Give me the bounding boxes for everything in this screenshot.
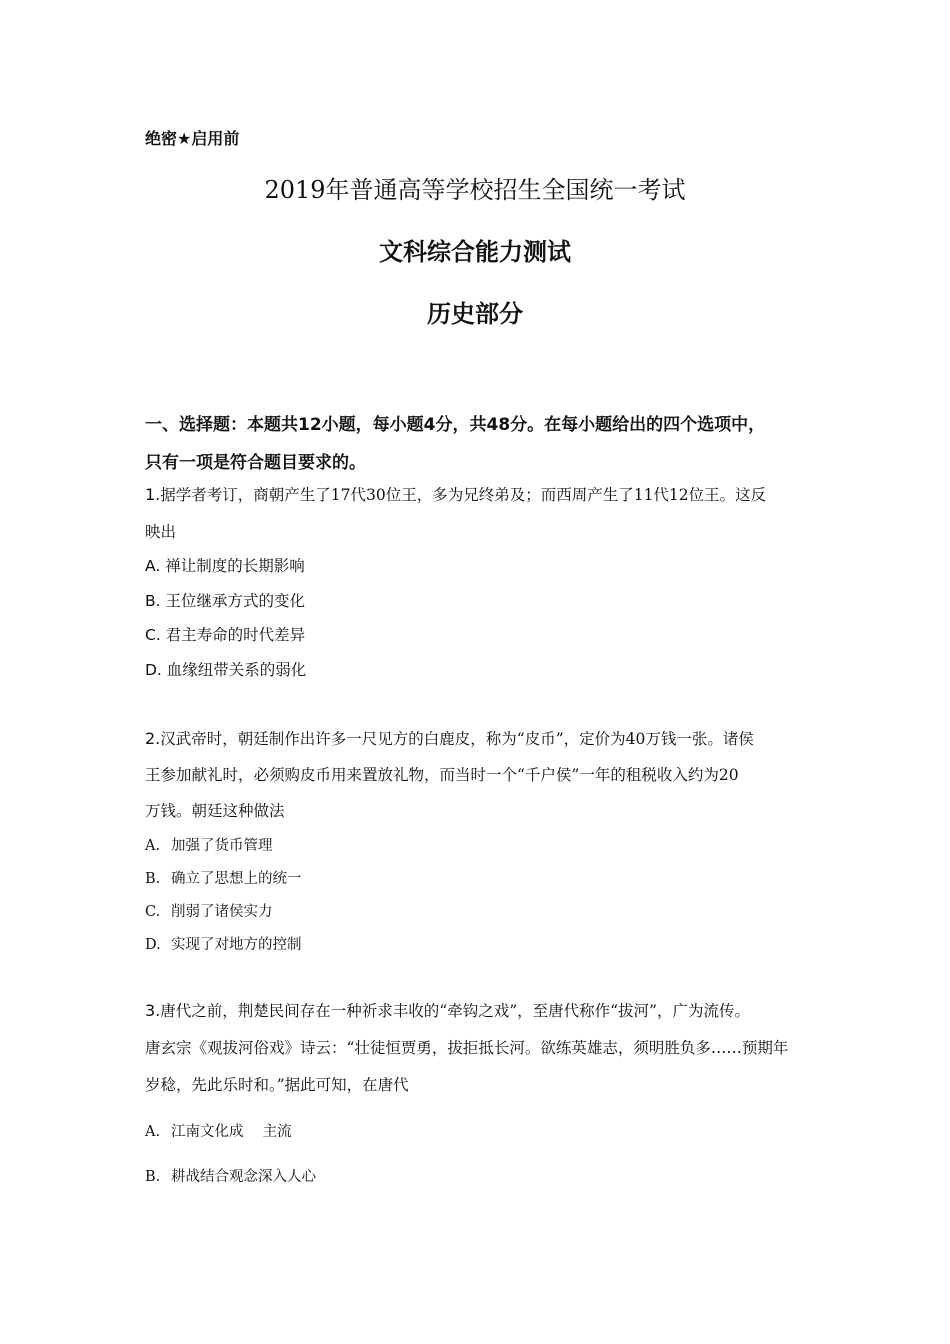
option-text: 实现了对地方的控制 [171,937,302,953]
exam-subtitle: 文科综合能力测试 [379,237,571,266]
question-1-line-2: 映出 [145,523,177,541]
option-text: 禅让制度的长期影响 [160,557,305,575]
question-2-option-a[interactable] [145,834,273,855]
option-text: 加强了货币管理 [171,838,273,854]
question-3-text: 唐代之前，荆楚民间存在一种祈求丰收的“牵钩之戏”，至唐代称作“拔河”，广为流传。 [160,1002,750,1020]
option-label: D. [145,937,161,953]
question-1-number: 1. [145,485,161,504]
question-2-option-d[interactable] [145,933,302,954]
question-2-number: 2. [145,729,161,748]
question-1-line-1 [145,483,766,505]
secret-label: 绝密★启用前 [145,129,240,148]
question-3-line-3: 岁稔，先此乐时和。”据此可知，在唐代 [145,1076,409,1094]
question-2-line-2: 王参加献礼时，必须购皮币用来置放礼物，而当时一个“千户侯”一年的租税收入约为20 [145,766,739,784]
question-3-option-b[interactable] [145,1165,316,1186]
option-label: C. [145,904,161,920]
option-text: 确立了思想上的统一 [171,871,302,887]
section-instruction-line-1: 一、选择题：本题共12小题，每小题4分，共48分。在每小题给出的四个选项中， [145,415,766,435]
question-2-option-b[interactable] [145,867,302,888]
option-label: A. [145,557,161,575]
question-2-option-c[interactable] [145,900,273,921]
option-label: A. [145,1124,161,1140]
section-subject-title: 历史部分 [427,299,523,328]
option-text: 削弱了诸侯实力 [171,904,273,920]
question-2-line-3: 万钱。朝廷这种做法 [145,802,285,820]
option-label: B. [145,592,161,610]
question-2-text: 汉武帝时，朝廷制作出许多一尺见方的白鹿皮，称为“皮币”，定价为40万钱一张。诸侯 [160,730,754,748]
section-instruction-line-2: 只有一项是符合题目要求的。 [145,453,366,473]
question-1-option-d[interactable] [145,658,306,680]
question-2-line-1 [145,727,754,749]
option-label: B. [145,1169,161,1185]
question-1-option-b[interactable] [145,589,305,611]
option-text: 君主寿命的时代差异 [160,626,306,644]
option-text: 耕战结合观念深入人心 [171,1169,316,1185]
question-3-number: 3. [145,1001,161,1020]
question-1-option-a[interactable] [145,554,305,576]
question-1-option-c[interactable] [145,623,305,645]
question-3-line-1 [145,999,750,1021]
option-label: D. [145,661,162,679]
question-3-option-a[interactable] [145,1120,292,1141]
question-3-line-2: 唐玄宗《观拔河俗戏》诗云：“壮徒恒贾勇，拔拒抵长河。欲练英雄志，须明胜负多……预期年 [145,1039,789,1057]
question-1-text: 据学者考订，商朝产生了17代30位王，多为兄终弟及；而西周产生了11代12位王。这反 [160,486,767,504]
exam-title: 2019年普通高等学校招生全国统一考试 [264,176,686,204]
option-text: 血缘纽带关系的弱化 [161,661,307,679]
option-label: A. [145,838,161,854]
option-label: C. [145,626,161,644]
option-text: 王位继承方式的变化 [160,592,305,610]
option-text: 江南文化成 主流 [171,1124,292,1140]
option-label: B. [145,871,161,887]
